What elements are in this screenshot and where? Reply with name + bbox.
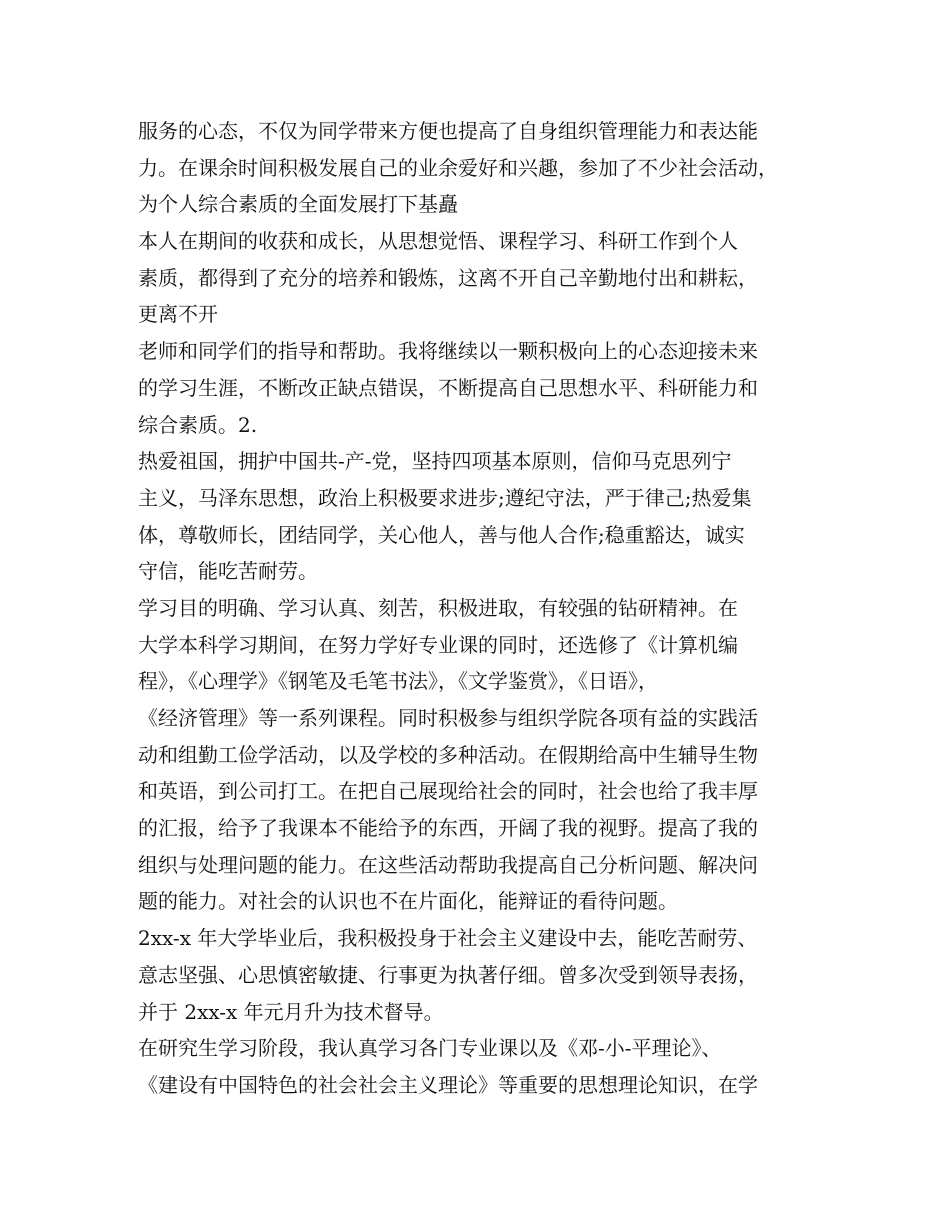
body-text (138, 113, 838, 1104)
text-line: 综合素质。2. (138, 412, 258, 437)
text-line: 更离不开 (138, 302, 218, 327)
text-line: 体，尊敬师长，团结同学，关心他人，善与他人合作;稳重豁达，诚实 (138, 522, 745, 547)
text-line: 学习目的明确、学习认真、刻苦，积极进取，有较强的钻研精神。在 (138, 595, 738, 620)
text-line: 题的能力。对社会的认识也不在片面化，能辩证的看待问题。 (138, 889, 678, 914)
text-line: 《建设有中国特色的社会社会主义理论》等重要的思想理论知识，在学 (138, 1072, 758, 1097)
text-line: 的汇报，给予了我课本不能给予的东西，开阔了我的视野。提高了我的 (138, 816, 758, 841)
text-line: 2xx-x 年大学毕业后，我积极投身于社会主义建设中去，能吃苦耐劳、 (138, 926, 758, 951)
text-line: 程》，《心理学》《钢笔及毛笔书法》，《文学鉴赏》，《日语》， (138, 669, 658, 694)
text-line: 主义，马泽东思想，政治上积极要求进步;遵纪守法，严于律己;热爱集 (138, 485, 752, 510)
text-line: 本人在期间的收获和成长，从思想觉悟、课程学习、科研工作到个人 (138, 229, 738, 254)
text-line: 大学本科学习期间，在努力学好专业课的同时，还选修了《计算机编 (138, 632, 738, 657)
text-line: 热爱祖国，拥护中国共-产-党，坚持四项基本原则，信仰马克思列宁 (138, 449, 732, 474)
text-line: 并于 2xx-x 年元月升为技术督导。 (138, 999, 444, 1024)
text-line: 意志坚强、心思慎密敏捷、行事更为执著仔细。曾多次受到领导表扬， (138, 962, 758, 987)
text-line: 组织与处理问题的能力。在这些活动帮助我提高自己分析问题、解决问 (138, 852, 758, 877)
text-line: 动和组勤工俭学活动，以及学校的多种活动。在假期给高中生辅导生物 (138, 742, 758, 767)
text-line: 《经济管理》等一系列课程。同时积极参与组织学院各项有益的实践活 (138, 706, 758, 730)
text-line: 为个人综合素质的全面发展打下基矗 (138, 192, 458, 217)
text-line: 素质，都得到了充分的培养和锻炼，这离不开自己辛勤地付出和耕耘， (138, 265, 758, 290)
text-line: 的学习生涯，不断改正缺点错误，不断提高自己思想水平、科研能力和 (138, 375, 758, 400)
text-line: 老师和同学们的指导和帮助。我将继续以一颗积极向上的心态迎接未来 (138, 339, 758, 364)
text-line: 力。在课余时间积极发展自己的业余爱好和兴趣，参加了不少社会活动， (138, 155, 778, 180)
text-line: 服务的心态，不仅为同学带来方便也提高了自身组织管理能力和表达能 (138, 119, 758, 143)
text-line: 和英语，到公司打工。在把自己展现给社会的同时，社会也给了我丰厚 (138, 779, 758, 804)
text-line: 守信，能吃苦耐劳。 (138, 559, 318, 584)
text-line: 在研究生学习阶段，我认真学习各门专业课以及《邓-小-平理论》、 (138, 1036, 722, 1061)
